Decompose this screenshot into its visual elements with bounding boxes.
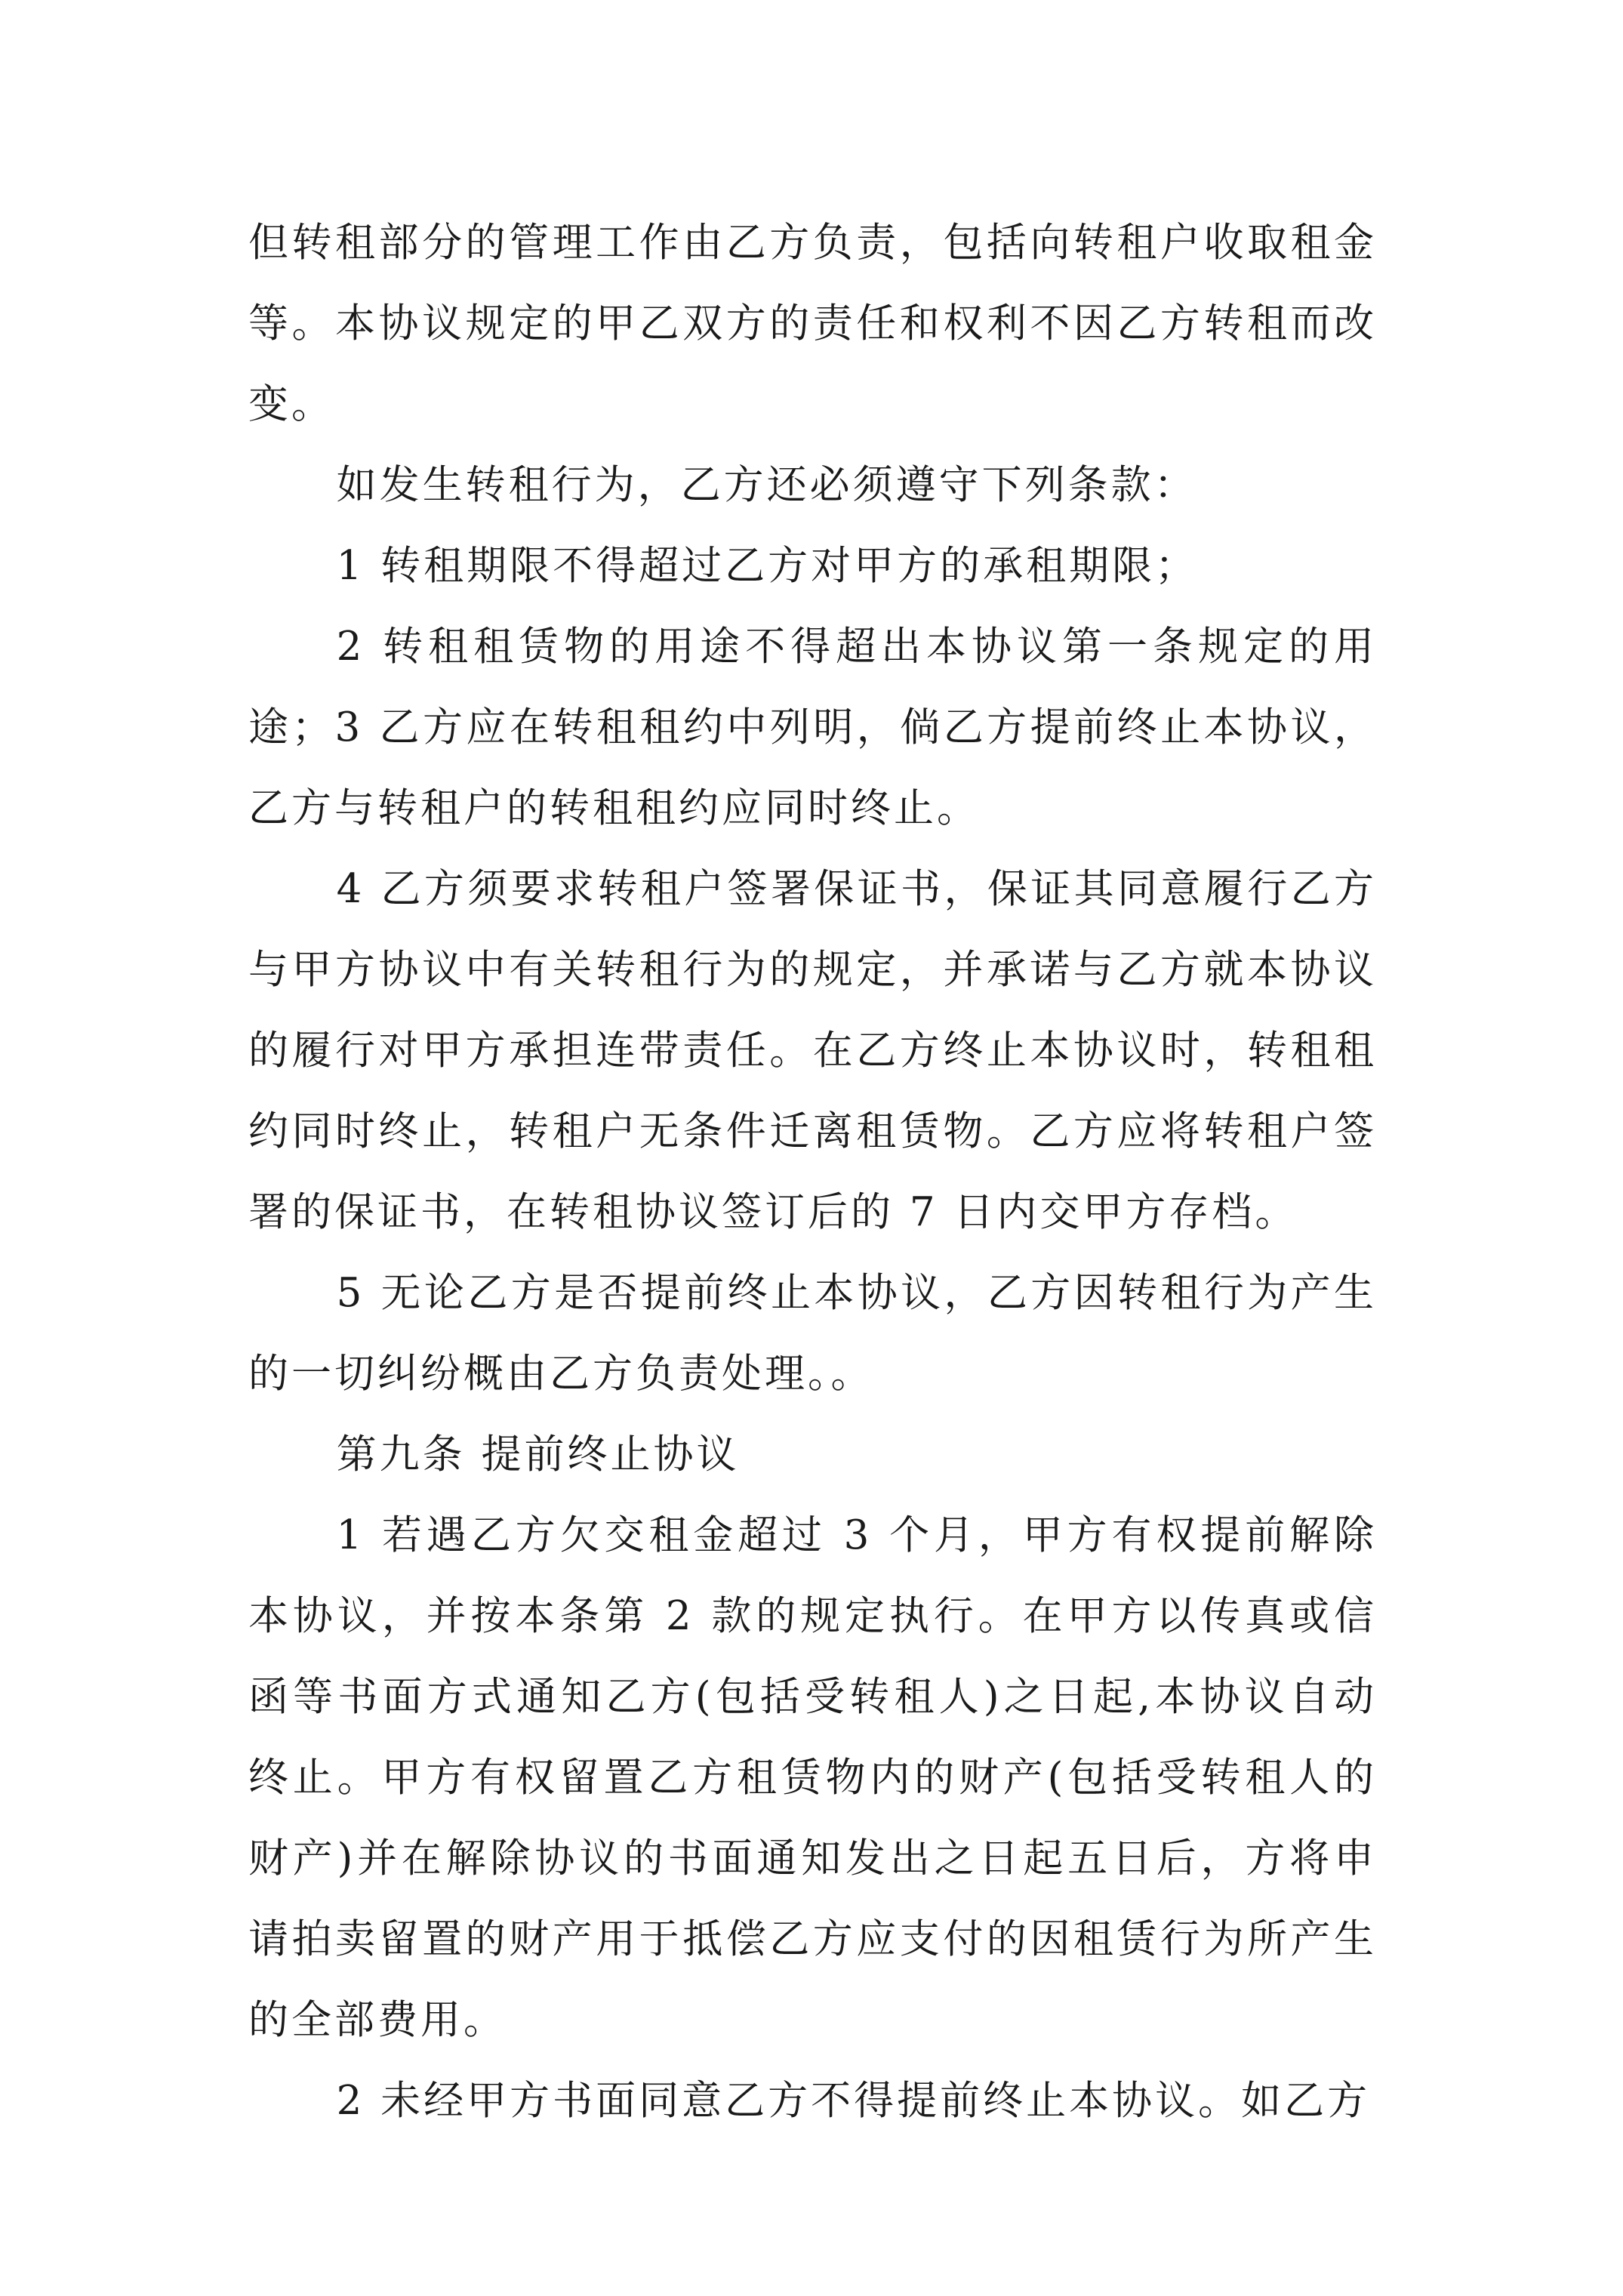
paragraph: 5 无论乙方是否提前终止本协议，乙方因转租行为产生的一切纠纷概由乙方负责处理。。 (248, 1270, 1377, 1397)
paragraph: 如发生转租行为，乙方还必须遵守下列条款： (336, 462, 1197, 508)
paragraph: 但转租部分的管理工作由乙方负责，包括向转租户收取租金等。本协议规定的甲乙双方的责任和权利不因乙方转租而改变。 (248, 220, 1377, 427)
section-heading: 第九条 提前终止协议 (336, 1432, 740, 1478)
paragraph: 2 转租租赁物的用途不得超出本协议第一条规定的用途；3 乙方应在转租租约中列明，倘乙方提前终止本协议，乙方与转租户的转租租约应同时终止。 (248, 624, 1377, 831)
paragraph: 1 若遇乙方欠交租金超过 3 个月，甲方有权提前解除本协议，并按本条第 2 款的规定执行。在甲方以传真或信函等书面方式通知乙方(包括受转租人)之日起,本协议自动终止。甲方有权留置乙方租赁物内的财产(包括受转租人的财产)并在解除协议的书面通知发出之日起五日后，方将申请拍卖留置的财产用于抵偿乙方应支付的因租赁行为所产生的全部费用。 (248, 1512, 1377, 2043)
paragraph: 4 乙方须要求转租户签署保证书，保证其同意履行乙方与甲方协议中有关转租行为的规定，并承诺与乙方就本协议的履行对甲方承担连带责任。在乙方终止本协议时，转租租约同时终止，转租户无条件迁离租赁物。乙方应将转租户签署的保证书，在转租协议签订后的 7 日内交甲方存档。 (248, 866, 1377, 1235)
paragraph: 1 转租期限不得超过乙方对甲方的承租期限； (336, 543, 1199, 589)
document-body (248, 202, 1377, 2141)
paragraph: 2 未经甲方书面同意乙方不得提前终止本协议。如乙方 (336, 2078, 1371, 2124)
